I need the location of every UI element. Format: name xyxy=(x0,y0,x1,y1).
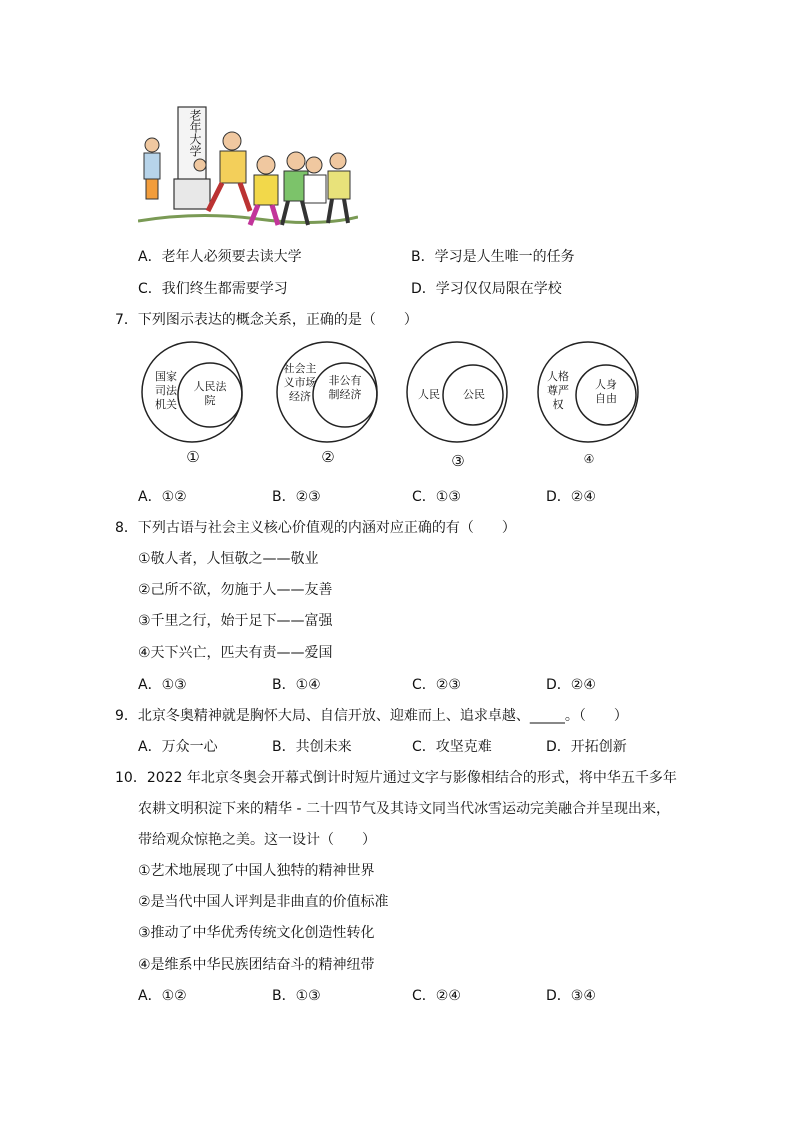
q8-stem: 8．下列古语与社会主义核心价值观的内涵对应正确的有（ ） xyxy=(115,520,516,536)
diagram3-inner: 公民 xyxy=(463,388,485,401)
q7-stem: 7．下列图示表达的概念关系，正确的是（ ） xyxy=(115,312,418,328)
q8-item-1: ①敬人者，人恒敬之——敬业 xyxy=(138,551,319,567)
q8-option-d: D．②④ xyxy=(546,677,596,693)
q9-option-a: A．万众一心 xyxy=(138,739,218,755)
q10-option-a: A．①② xyxy=(138,988,187,1004)
q8-option-c: C．②③ xyxy=(412,677,461,693)
q6-option-c: C．我们终生都需要学习 xyxy=(138,281,288,297)
diagram3-outer: 人民 xyxy=(418,388,440,401)
diagram1-number: ① xyxy=(186,448,200,466)
diagram3-number: ③ xyxy=(451,452,465,470)
q10-item-2: ②是当代中国人评判是非曲直的价值标准 xyxy=(138,894,389,910)
q10-item-4: ④是维系中华民族团结奋斗的精神纽带 xyxy=(138,957,375,973)
q6-option-a: A．老年人必须要去读大学 xyxy=(138,249,302,265)
venn-diagram-3 xyxy=(405,340,509,470)
diagram1-outer: 国家司法机关 xyxy=(155,370,177,411)
q10-option-b: B．①③ xyxy=(272,988,321,1004)
cartoon-sign-text: 老年大学 xyxy=(188,109,202,157)
venn-diagram-1 xyxy=(140,340,244,466)
q10-option-c: C．②④ xyxy=(412,988,461,1004)
q10-item-3: ③推动了中华优秀传统文化创造性转化 xyxy=(138,925,375,941)
q9-stem: 9．北京冬奥精神就是胸怀大局、自信开放、迎难而上、追求卓越、_____。（ ） xyxy=(115,708,628,724)
diagram4-outer: 人格尊严权 xyxy=(547,370,569,411)
q9-option-b: B．共创未来 xyxy=(272,739,352,755)
q8-item-4: ④天下兴亡，匹夫有责——爱国 xyxy=(138,645,333,661)
q6-option-d: D．学习仅仅局限在学校 xyxy=(411,281,562,297)
q7-option-d: D．②④ xyxy=(546,489,596,505)
diagram2-outer: 社会主义市场经济 xyxy=(283,362,317,403)
q9-option-c: C．攻坚克难 xyxy=(412,739,492,755)
q10-item-1: ①艺术地展现了中国人独特的精神世界 xyxy=(138,863,375,879)
q9-option-d: D．开拓创新 xyxy=(546,739,627,755)
diagram1-inner: 人民法院 xyxy=(193,380,227,407)
old-age-university-cartoon xyxy=(138,103,358,233)
q10-stem-line-3: 带给观众惊艳之美。这一设计（ ） xyxy=(138,832,376,848)
diagram2-number: ② xyxy=(321,448,335,466)
q8-option-b: B．①④ xyxy=(272,677,321,693)
q10-stem-line-2: 农耕文明积淀下来的精华 - 二十四节气及其诗文同当代冰雪运动完美融合并呈现出来， xyxy=(138,801,670,817)
q10-stem-line-1: 10．2022 年北京冬奥会开幕式倒计时短片通过文字与影像相结合的形式，将中华五千多年 xyxy=(115,770,677,786)
q8-option-a: A．①③ xyxy=(138,677,187,693)
q7-option-c: C．①③ xyxy=(412,489,461,505)
q7-option-a: A．①② xyxy=(138,489,187,505)
q8-item-2: ②己所不欲，勿施于人——友善 xyxy=(138,582,333,598)
q10-option-d: D．③④ xyxy=(546,988,596,1004)
venn-diagram-4 xyxy=(536,340,640,466)
q6-option-b: B．学习是人生唯一的任务 xyxy=(411,249,575,265)
diagram4-inner: 人身自由 xyxy=(595,378,617,405)
venn-diagram-2 xyxy=(275,340,379,466)
diagram2-inner: 非公有制经济 xyxy=(328,374,362,401)
diagram4-number: ④ xyxy=(583,452,595,466)
q7-option-b: B．②③ xyxy=(272,489,321,505)
q8-item-3: ③千里之行，始于足下——富强 xyxy=(138,613,333,629)
